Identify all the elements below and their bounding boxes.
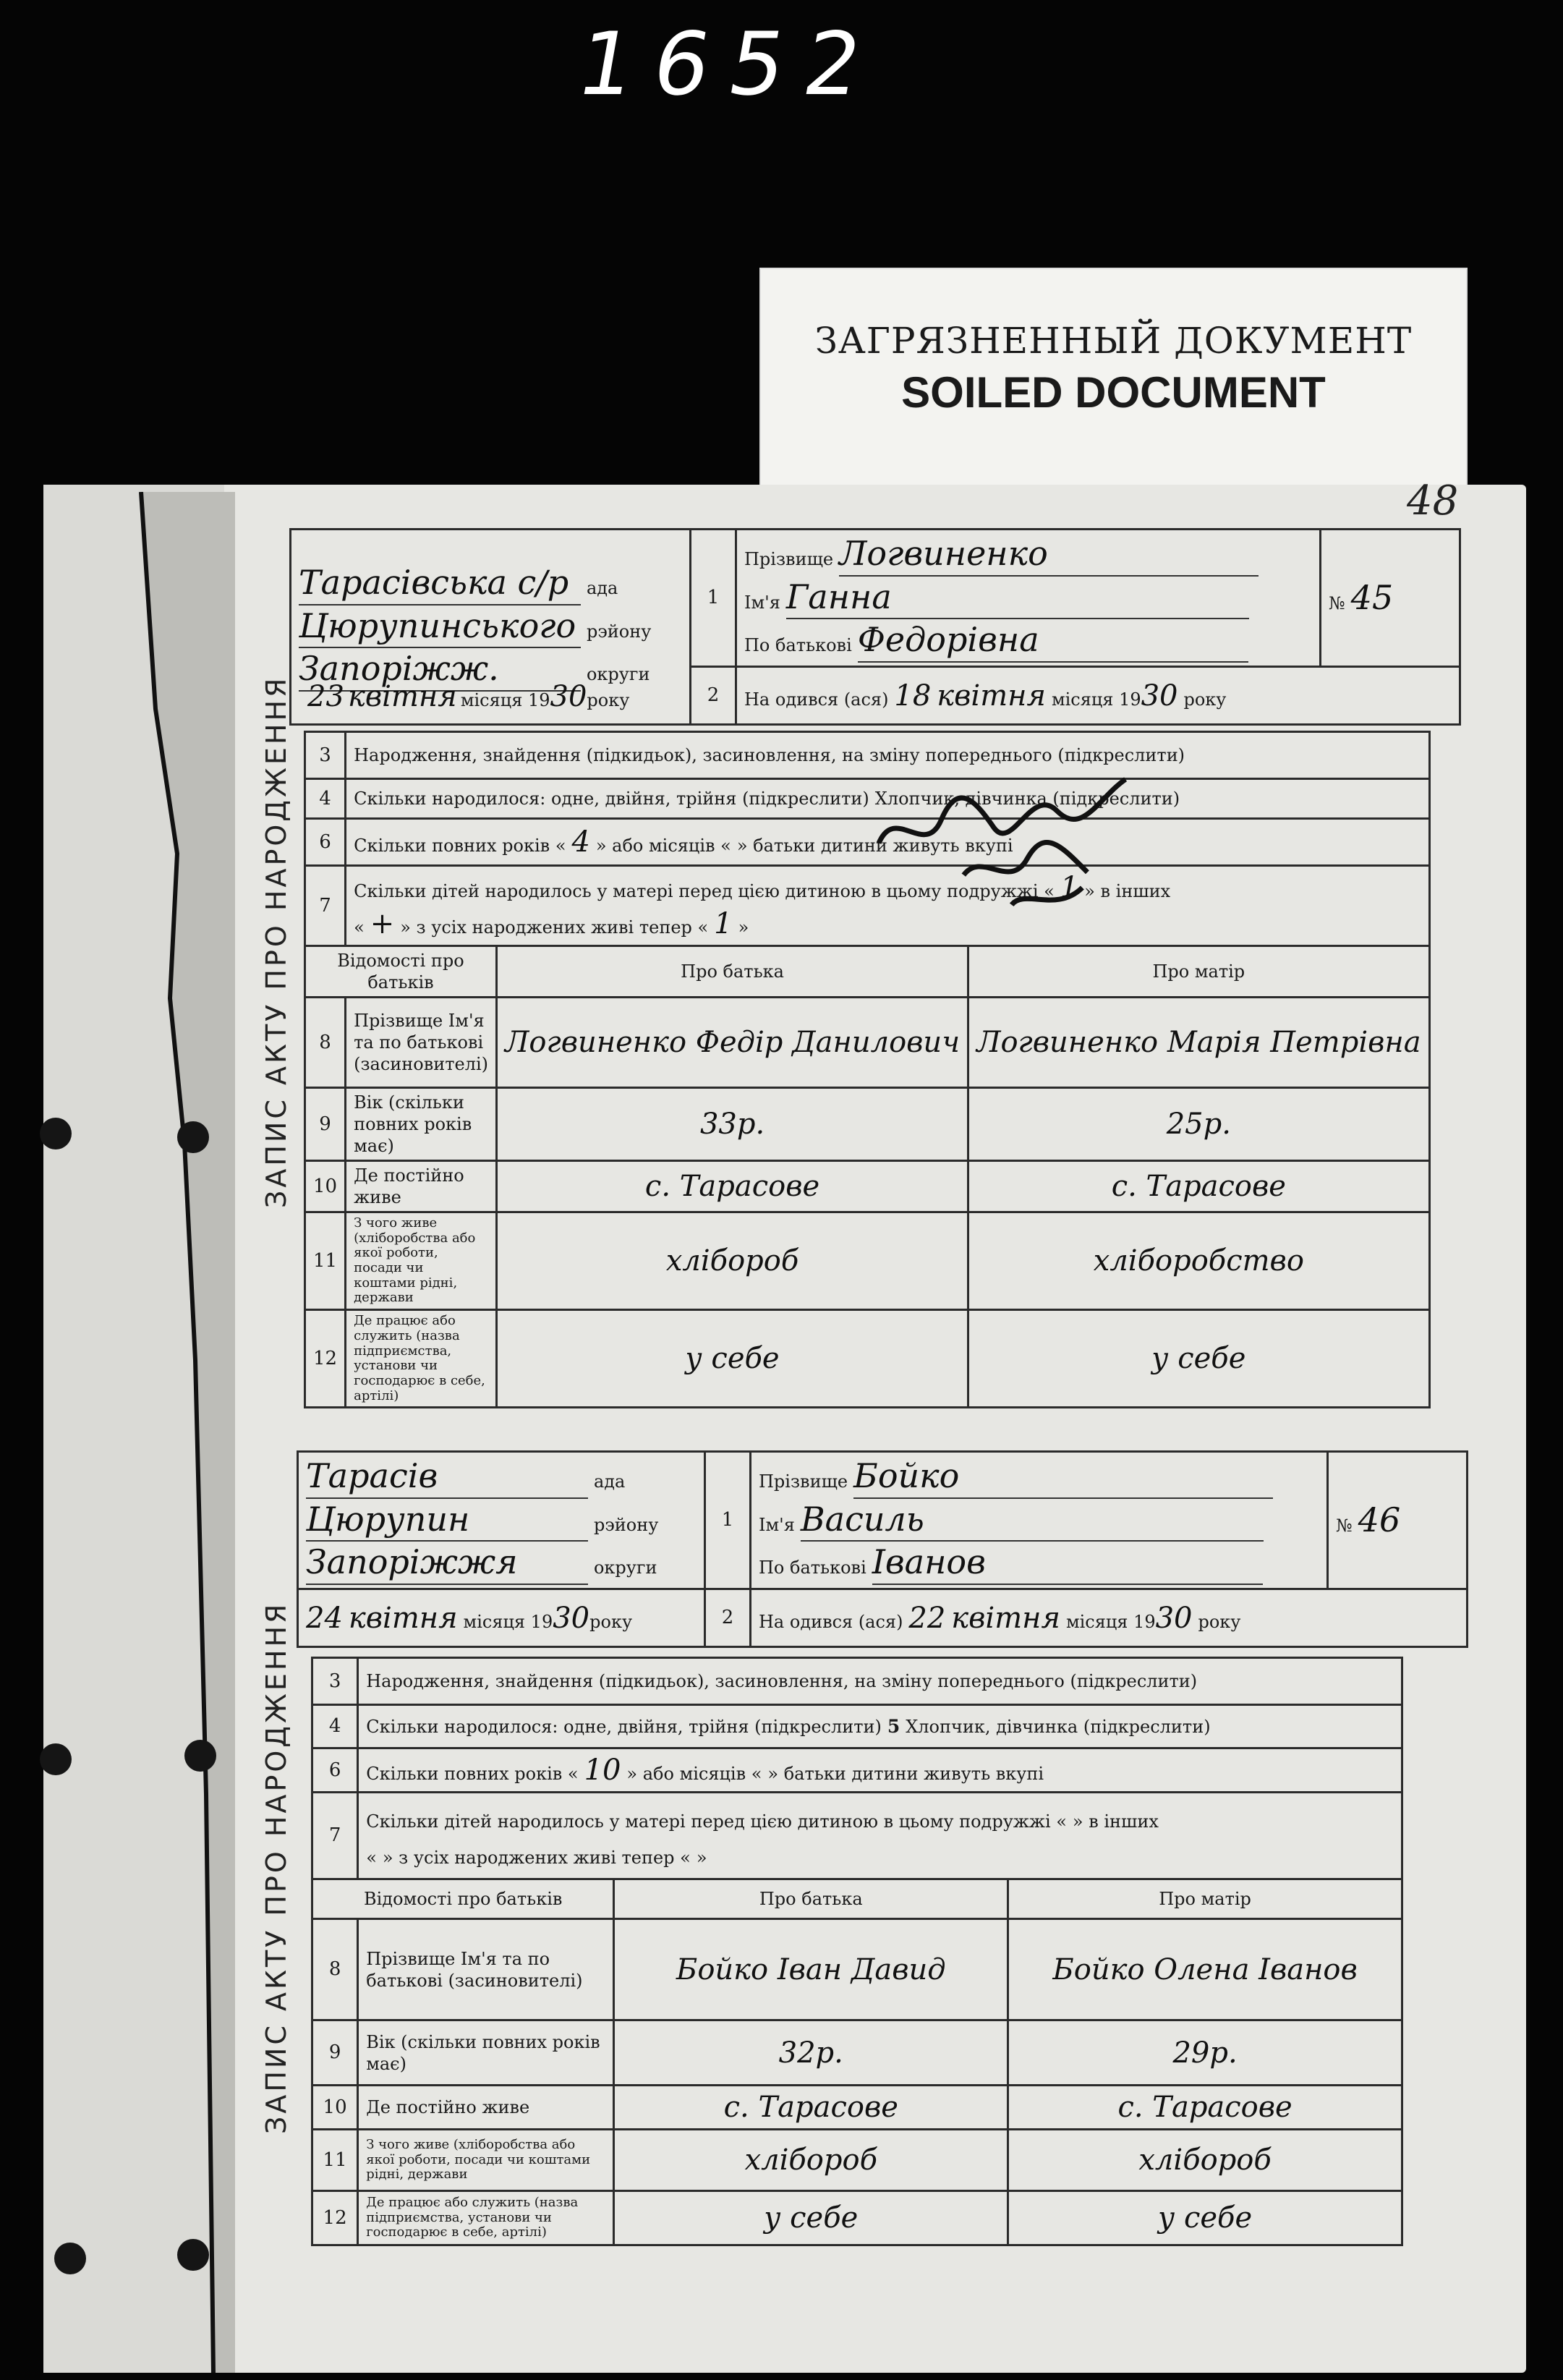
row-number: 9 [312, 2020, 358, 2086]
raion-label: рэйону [593, 1514, 659, 1535]
row11-label: З чого живе (хліборобства або якої роботи, посади чи коштами рідні, держави [358, 2130, 614, 2191]
month-label: місяця 19 [1051, 689, 1141, 710]
registration-date [307, 680, 629, 713]
number-label: № [1329, 592, 1345, 613]
row-number: 12 [305, 1310, 346, 1408]
row8-label: Прізвище Ім'я та по батькові (засиновителі) [346, 998, 497, 1088]
row6-label-c: » батьки дитини живуть вкупі [767, 1764, 1044, 1784]
mother-age-value: 29р. [1008, 2020, 1402, 2086]
stamp-russian-text: ЗАГРЯЗНЕННЫЙ ДОКУМЕНТ [814, 320, 1413, 362]
row10-label: Де постійно живе [346, 1161, 497, 1212]
month-label: місяця 19 [1065, 1611, 1156, 1632]
year-label: року [589, 1611, 633, 1632]
rada-value: Тарасів [306, 1455, 588, 1499]
record-1-details [304, 731, 1431, 1408]
row7-label-d: » з усіх народжених живі тепер « [400, 917, 709, 938]
okruha-label: округи [593, 1557, 657, 1578]
soiled-document-stamp [759, 268, 1468, 488]
row-number: 7 [312, 1793, 358, 1879]
father-header: Про батька [614, 1879, 1008, 1919]
living-now-value: 1 [714, 907, 733, 940]
rada-label: ада [593, 1471, 626, 1492]
punch-hole [177, 1121, 209, 1153]
number-value: 46 [1358, 1500, 1401, 1539]
row-number: 1 [691, 530, 736, 667]
mother-occupation-value: хлібороб [1008, 2130, 1402, 2191]
parents-info-header: Відомості про батьків [305, 946, 497, 998]
children-other-value: + [370, 907, 395, 940]
row-number: 1 [705, 1452, 751, 1589]
father-age-value: 33р. [497, 1088, 968, 1161]
punch-hole [184, 1740, 216, 1772]
registry-office-block [298, 1452, 705, 1589]
month-label: місяця 19 [460, 690, 550, 710]
row12-label: Де працює або служить (назва підприємства, установи чи господарює в себе, артілі) [346, 1310, 497, 1408]
father-occupation-value: хлібороб [497, 1212, 968, 1310]
reg-month-value: квітня [348, 1601, 458, 1635]
stamp-english-text: SOILED DOCUMENT [901, 368, 1326, 417]
okruha-label: округи [586, 664, 650, 685]
surname-value: Бойко [853, 1455, 1273, 1499]
father-name-value: Логвиненко Федір Данилович [497, 998, 968, 1088]
father-header: Про батька [497, 946, 968, 998]
row7-label-b: » в інших [1072, 1811, 1159, 1832]
parents-info-header: Відомості про батьків [312, 1879, 614, 1919]
row7-label-c: « [354, 917, 365, 938]
record-2-details: 3 Народження, знайдення (підкидьок), засиновлення, на зміну попереднього (підкреслити) 4 Скільки народилося: одне, двійня, трійня (підкреслити) 5 Хлопчик, дівчинка (підкреслити) 6 Скільки повних років « 10 » або місяців « » батьки дитини живуть вкупі 7 Скільки дітей народилось у матері перед цією дитиною в цьому подружжі « » в інших « » з усіх народжених живі тепер « » Відомості про батьків Про батька Про матір 8 Прізвище Ім'я та по батькові (засиновителі) Бойко Іван Давид Бойко Олена Іванов 9 Вік (скільки повних років має) 32р. 29р. 10 Де постійно живе с. Тарасове с. Тарасове 11 З чого живе (хліборобства або якої роботи, посади чи коштами рідні, держави хлібороб хлібороб 12 Де працює або служить (назва підприємства, установи чи господарює в себе, артілі) у себе у себе [311, 1657, 1403, 2246]
child-name-block [736, 530, 1321, 667]
name-value: Василь [801, 1499, 1264, 1542]
name-label: Ім'я [759, 1514, 795, 1535]
month-label: місяця 19 [463, 1611, 553, 1632]
punch-hole [54, 2243, 86, 2274]
mother-age-value: 25р. [968, 1088, 1430, 1161]
row7-label-e: » [696, 1847, 707, 1868]
row3-label: Народження, знайдення (підкидьок), засиновлення, на зміну попереднього (підкреслити) [358, 1658, 1402, 1705]
row7-label-e: » [738, 917, 749, 938]
row-number: 8 [305, 998, 346, 1088]
row12-label: Де працює або служить (назва підприємства, установи чи господарює в себе, артілі) [358, 2191, 614, 2245]
raion-value: Цюрупин [306, 1499, 588, 1542]
row-number: 11 [305, 1212, 346, 1310]
father-age-value: 32р. [614, 2020, 1008, 2086]
mother-header: Про матір [968, 946, 1430, 998]
name-value: Ганна [786, 577, 1249, 620]
row-number: 10 [312, 2086, 358, 2130]
spacer [291, 725, 1460, 726]
father-occupation-value: хлібороб [614, 2130, 1008, 2191]
year-label: року [587, 690, 630, 710]
born-year-value: 30 [1155, 1601, 1193, 1635]
okruha-value: Запоріжжя [306, 1542, 588, 1585]
mother-name-value: Логвиненко Марія Петрівна [968, 998, 1430, 1088]
row4-label: Скільки народилося: одне, двійня, трійня (підкреслити) [354, 789, 869, 809]
row-number: 6 [312, 1748, 358, 1793]
birth-date-row [751, 1589, 1468, 1647]
born-day-value: 22 [908, 1601, 946, 1635]
registration-date [298, 1589, 705, 1647]
okruha-value: Запоріжж. [299, 648, 581, 692]
row-number: 8 [312, 1919, 358, 2020]
rada-value: Тарасівська с/р [299, 562, 581, 605]
rada-label: ада [586, 578, 618, 599]
number-label: № [1336, 1515, 1353, 1536]
reg-month-value: квітня [348, 680, 457, 713]
patronymic-value: Федорівна [858, 619, 1248, 663]
father-work-value: у себе [497, 1310, 968, 1408]
torn-edge [127, 492, 235, 2373]
name-label: Ім'я [744, 592, 780, 613]
reg-day-value: 24 [306, 1601, 343, 1635]
row-number: 10 [305, 1161, 346, 1212]
punch-hole [40, 1118, 72, 1149]
side-title: ЗАПИС АКТУ ПРО НАРОДЖЕННЯ [260, 1601, 292, 2134]
row7-label-d: » з усіх народжених живі тепер « [382, 1847, 691, 1868]
patronymic-label: По батькові [744, 635, 852, 656]
mother-residence-value: с. Тарасове [1008, 2086, 1402, 2130]
row-number: 3 [305, 732, 346, 779]
side-title: ЗАПИС АКТУ ПРО НАРОДЖЕННЯ [260, 675, 292, 1208]
mother-work-value: у себе [1008, 2191, 1402, 2245]
born-label: На одився (ася) [759, 1611, 903, 1632]
mother-residence-value: с. Тарасове [968, 1161, 1430, 1212]
row-number: 4 [312, 1705, 358, 1748]
reg-year-value: 30 [550, 680, 587, 713]
born-label: На одився (ася) [744, 689, 889, 710]
reg-day-value: 23 [307, 680, 344, 713]
patronymic-value: Іванов [872, 1542, 1263, 1585]
row11-label: З чого живе (хліборобства або якої роботи, посади чи коштами рідні, держави [346, 1212, 497, 1310]
child-name-block [751, 1452, 1328, 1589]
mother-occupation-value: хліборобство [968, 1212, 1430, 1310]
mother-header: Про матір [1008, 1879, 1402, 1919]
folio-number: 48 [1407, 477, 1459, 524]
birth-date-row [736, 667, 1460, 725]
row3-label: Народження, знайдення (підкидьок), засиновлення, на зміну попереднього (підкреслити) [346, 732, 1430, 779]
mother-work-value: у себе [968, 1310, 1430, 1408]
born-day-value: 18 [894, 679, 932, 713]
number-value: 45 [1350, 577, 1394, 617]
raion-label: рэйону [586, 621, 652, 642]
row-number: 7 [305, 866, 346, 946]
record-number [1328, 1452, 1468, 1589]
row7-label-a: Скільки дітей народилось у матері перед цією дитиною в цьому подружжі « [366, 1811, 1067, 1832]
born-month-value: квітня [951, 1601, 1060, 1635]
punch-hole [177, 2239, 209, 2271]
row-number: 9 [305, 1088, 346, 1161]
father-residence-value: с. Тарасове [614, 2086, 1008, 2130]
row-number: 4 [305, 779, 346, 819]
raion-value: Цюрупинського [299, 605, 581, 649]
row4-label: Скільки народилося: одне, двійня, трійня (підкреслити) [366, 1716, 882, 1737]
row-number: 2 [705, 1589, 751, 1647]
reg-year-value: 30 [553, 1601, 590, 1635]
row-number: 6 [305, 819, 346, 866]
row-number: 12 [312, 2191, 358, 2245]
born-month-value: квітня [937, 679, 1046, 713]
row7-label-b: » в інших [1084, 881, 1171, 901]
record-2 [297, 1450, 1468, 1648]
row6-label-b: » або місяців « [595, 836, 731, 856]
years-together-value: 10 [584, 1754, 621, 1787]
row6-label-a: Скільки повних років « [366, 1764, 579, 1784]
row8-label: Прізвище Ім'я та по батькові (засиновителі) [358, 1919, 614, 2020]
row6-label-b: » або місяців « [626, 1764, 762, 1784]
punch-hole [40, 1743, 72, 1775]
row9-label: Вік (скільки повних років має) [358, 2020, 614, 2086]
year-label: року [1183, 689, 1227, 710]
row6-label-c: » батьки дитини живуть вкупі [736, 836, 1013, 856]
row5-label: Хлопчик, дівчинка (підкреслити) [874, 789, 1180, 809]
row5-label: Хлопчик, дівчинка (підкреслити) [906, 1716, 1211, 1737]
born-year-value: 30 [1141, 679, 1178, 713]
father-name-value: Бойко Іван Давид [614, 1919, 1008, 2020]
record-number [1321, 530, 1460, 667]
surname-label: Прізвище [759, 1471, 848, 1492]
row10-label: Де постійно живе [358, 2086, 614, 2130]
patronymic-label: По батькові [759, 1557, 866, 1578]
row7-label-c: « [366, 1847, 377, 1868]
surname-value: Логвиненко [839, 533, 1259, 577]
row-number: 3 [312, 1658, 358, 1705]
row6-label-a: Скільки повних років « [354, 836, 566, 856]
year-label: року [1198, 1611, 1241, 1632]
row9-label: Вік (скільки повних років має) [346, 1088, 497, 1161]
row7-label-a: Скільки дітей народилось у матері перед цією дитиною в цьому подружжі « [354, 881, 1055, 901]
father-work-value: у себе [614, 2191, 1008, 2245]
mother-name-value: Бойко Олена Іванов [1008, 1919, 1402, 2020]
years-together-value: 4 [571, 825, 590, 859]
row-number: 11 [312, 2130, 358, 2191]
children-marriage-value: 1 [1060, 871, 1079, 904]
father-residence-value: с. Тарасове [497, 1161, 968, 1212]
row-number: 2 [691, 667, 736, 725]
surname-label: Прізвище [744, 549, 834, 570]
frame-number: 1652 [569, 14, 890, 115]
